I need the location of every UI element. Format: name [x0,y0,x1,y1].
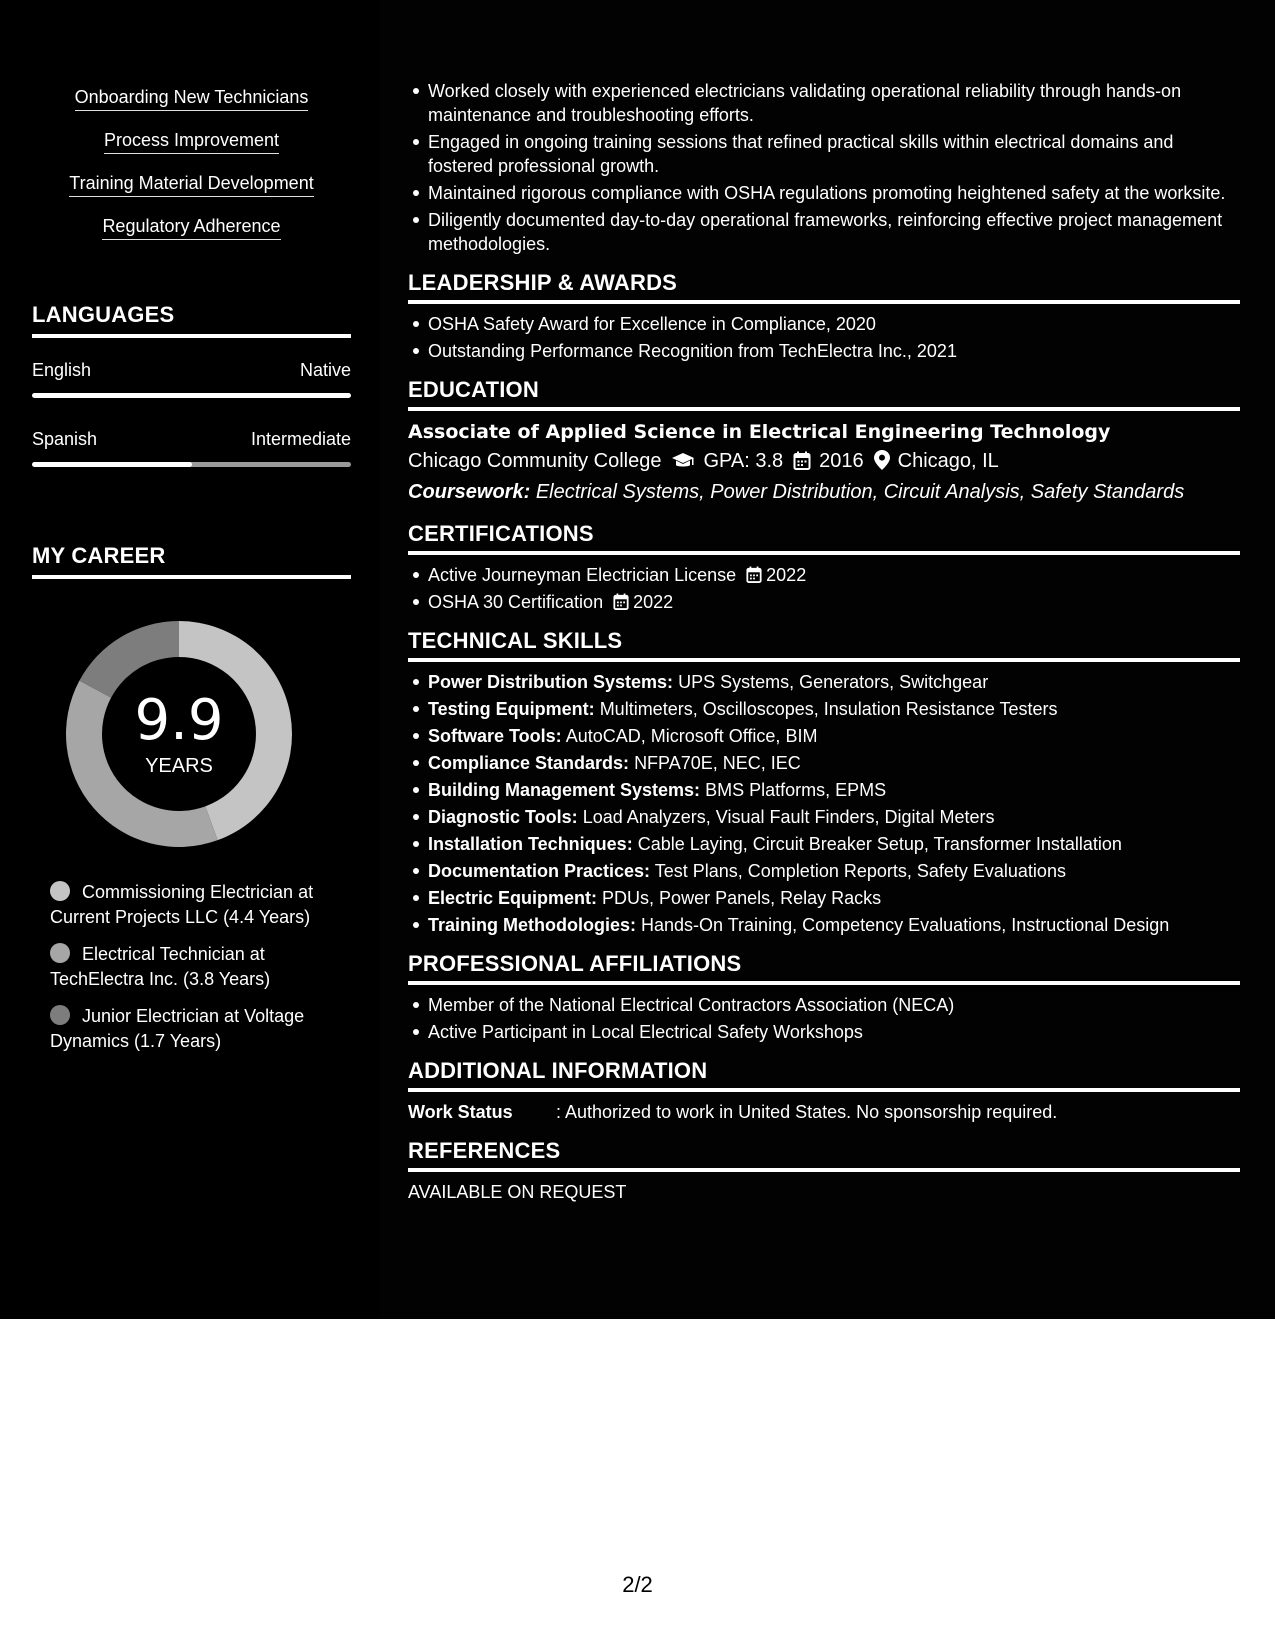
skill-value: Test Plans, Completion Reports, Safety Evaluations [654,861,1066,881]
language-proficiency-fill [32,393,351,398]
work-status-row [408,1100,1240,1124]
skill-item [428,859,1240,883]
certification-year: 2022 [766,565,807,585]
skill-label: Diagnostic Tools: [428,807,578,827]
technical-skills-title: TECHNICAL SKILLS [408,628,1240,662]
career-years-label: YEARS [145,755,213,777]
legend-dot-icon [50,1005,70,1025]
skill-label: Power Distribution Systems: [428,672,674,692]
education-location: Chicago, IL [897,450,999,472]
certifications-title: CERTIFICATIONS [408,521,1240,555]
language-level: Intermediate [250,429,351,449]
skill-value: PDUs, Power Panels, Relay Racks [602,888,882,908]
award-item: OSHA Safety Award for Excellence in Compliance, 2020 [428,312,1240,336]
education-meta [408,445,1240,477]
skill-value: Load Analyzers, Visual Fault Finders, Digital Meters [582,807,995,827]
language-proficiency-bar [32,462,351,467]
certifications-list [408,563,1240,614]
technical-skills-list [408,670,1240,937]
calendar-icon [613,593,629,610]
affiliations-title: PROFESSIONAL AFFILIATIONS [408,951,1240,985]
skill-link[interactable]: Onboarding New Technicians [75,86,309,111]
skill-label: Software Tools: [428,726,562,746]
languages-title: LANGUAGES [32,302,351,338]
skill-link[interactable]: Regulatory Adherence [102,215,280,240]
language-name: Spanish [32,429,98,449]
skill-link[interactable]: Training Material Development [69,172,313,197]
career-donut-chart [66,621,292,847]
additional-info-title: ADDITIONAL INFORMATION [408,1058,1240,1092]
skill-item [428,805,1240,829]
skill-value: Hands-On Training, Competency Evaluations, Instructional Design [641,915,1170,935]
skill-item [428,697,1240,721]
education-degree: Associate of Applied Science in Electrical Engineering Technology [408,421,1111,443]
references-text: AVAILABLE ON REQUEST [408,1182,627,1202]
skill-label: Installation Techniques: [428,834,633,854]
references-title: REFERENCES [408,1138,1240,1172]
calendar-icon [793,451,811,470]
affiliations-list [408,993,1240,1044]
experience-bullet: Worked closely with experienced electricians validating operational reliability through hands-on maintenance and troubleshooting efforts. [428,79,1240,127]
certification-year: 2022 [633,592,674,612]
location-pin-icon [874,450,890,470]
career-legend-label: Junior Electrician at Voltage Dynamics (1.7 Years) [50,1006,305,1051]
career-title: MY CAREER [32,543,351,579]
career-legend [50,880,330,1066]
education-gpa: GPA: 3.8 [703,450,784,472]
skill-item [428,670,1240,694]
skill-value: AutoCAD, Microsoft Office, BIM [565,726,818,746]
legend-dot-icon [50,881,70,901]
main-content [408,79,1240,1204]
education-coursework [408,477,1240,507]
language-proficiency-fill [32,462,192,467]
career-total-years: 9.9 [134,688,224,753]
certification-item [428,590,1240,614]
page-number: 2/2 [622,1572,653,1597]
skill-value: Cable Laying, Circuit Breaker Setup, Transformer Installation [637,834,1122,854]
experience-bullet: Diligently documented day-to-day operational frameworks, reinforcing effective project management methodologies. [428,208,1240,256]
education-year: 2016 [819,450,864,472]
career-legend-item [50,880,330,929]
awards-list [408,312,1240,363]
skill-label: Documentation Practices: [428,861,651,881]
skill-item [428,886,1240,910]
experience-bullets [408,79,1240,256]
career-legend-item [50,942,330,991]
experience-bullet: Engaged in ongoing training sessions that refined practical skills within electrical domains and fostered professional growth. [428,130,1240,178]
affiliation-item: Member of the National Electrical Contractors Association (NECA) [428,993,1240,1017]
coursework-label: Coursework: [408,481,531,503]
skill-item [428,778,1240,802]
language-name: English [32,360,92,380]
award-item: Outstanding Performance Recognition from TechElectra Inc., 2021 [428,339,1240,363]
career-legend-label: Commissioning Electrician at Current Projects LLC (4.4 Years) [50,882,314,927]
skill-link[interactable]: Process Improvement [104,129,279,154]
career-legend-item [50,1004,330,1053]
skill-label: Electric Equipment: [428,888,598,908]
skill-item [428,751,1240,775]
career-donut-center [66,621,292,847]
affiliation-item: Active Participant in Local Electrical Safety Workshops [428,1020,1240,1044]
skill-label: Building Management Systems: [428,780,701,800]
certification-name: OSHA 30 Certification [428,592,604,612]
skill-label: Testing Equipment: [428,699,595,719]
certification-name: Active Journeyman Electrician License [428,565,737,585]
graduation-cap-icon [671,452,695,470]
work-status-value: : Authorized to work in United States. No sponsorship required. [556,1102,1058,1122]
education-school: Chicago Community College [408,450,662,472]
skill-item [428,724,1240,748]
legend-dot-icon [50,943,70,963]
skill-label: Training Methodologies: [428,915,636,935]
language-level: Native [299,360,351,380]
awards-title: LEADERSHIP & AWARDS [408,270,1240,304]
experience-bullet: Maintained rigorous compliance with OSHA regulations promoting heightened safety at the worksite. [428,181,1240,205]
skill-value: UPS Systems, Generators, Switchgear [678,672,989,692]
certification-item [428,563,1240,587]
skill-label: Compliance Standards: [428,753,630,773]
skill-item [428,832,1240,856]
coursework-value: Electrical Systems, Power Distribution, Circuit Analysis, Safety Standards [535,481,1185,503]
skill-links [32,86,351,258]
skill-value: NFPA70E, NEC, IEC [634,753,801,773]
skill-value: BMS Platforms, EPMS [705,780,887,800]
work-status-label: Work Status [408,1102,513,1122]
calendar-icon [746,566,762,583]
skill-value: Multimeters, Oscilloscopes, Insulation Resistance Testers [599,699,1058,719]
skill-item [428,913,1240,937]
career-legend-label: Electrical Technician at TechElectra Inc. (3.8 Years) [50,944,271,989]
education-title: EDUCATION [408,377,1240,411]
language-proficiency-bar [32,393,351,398]
